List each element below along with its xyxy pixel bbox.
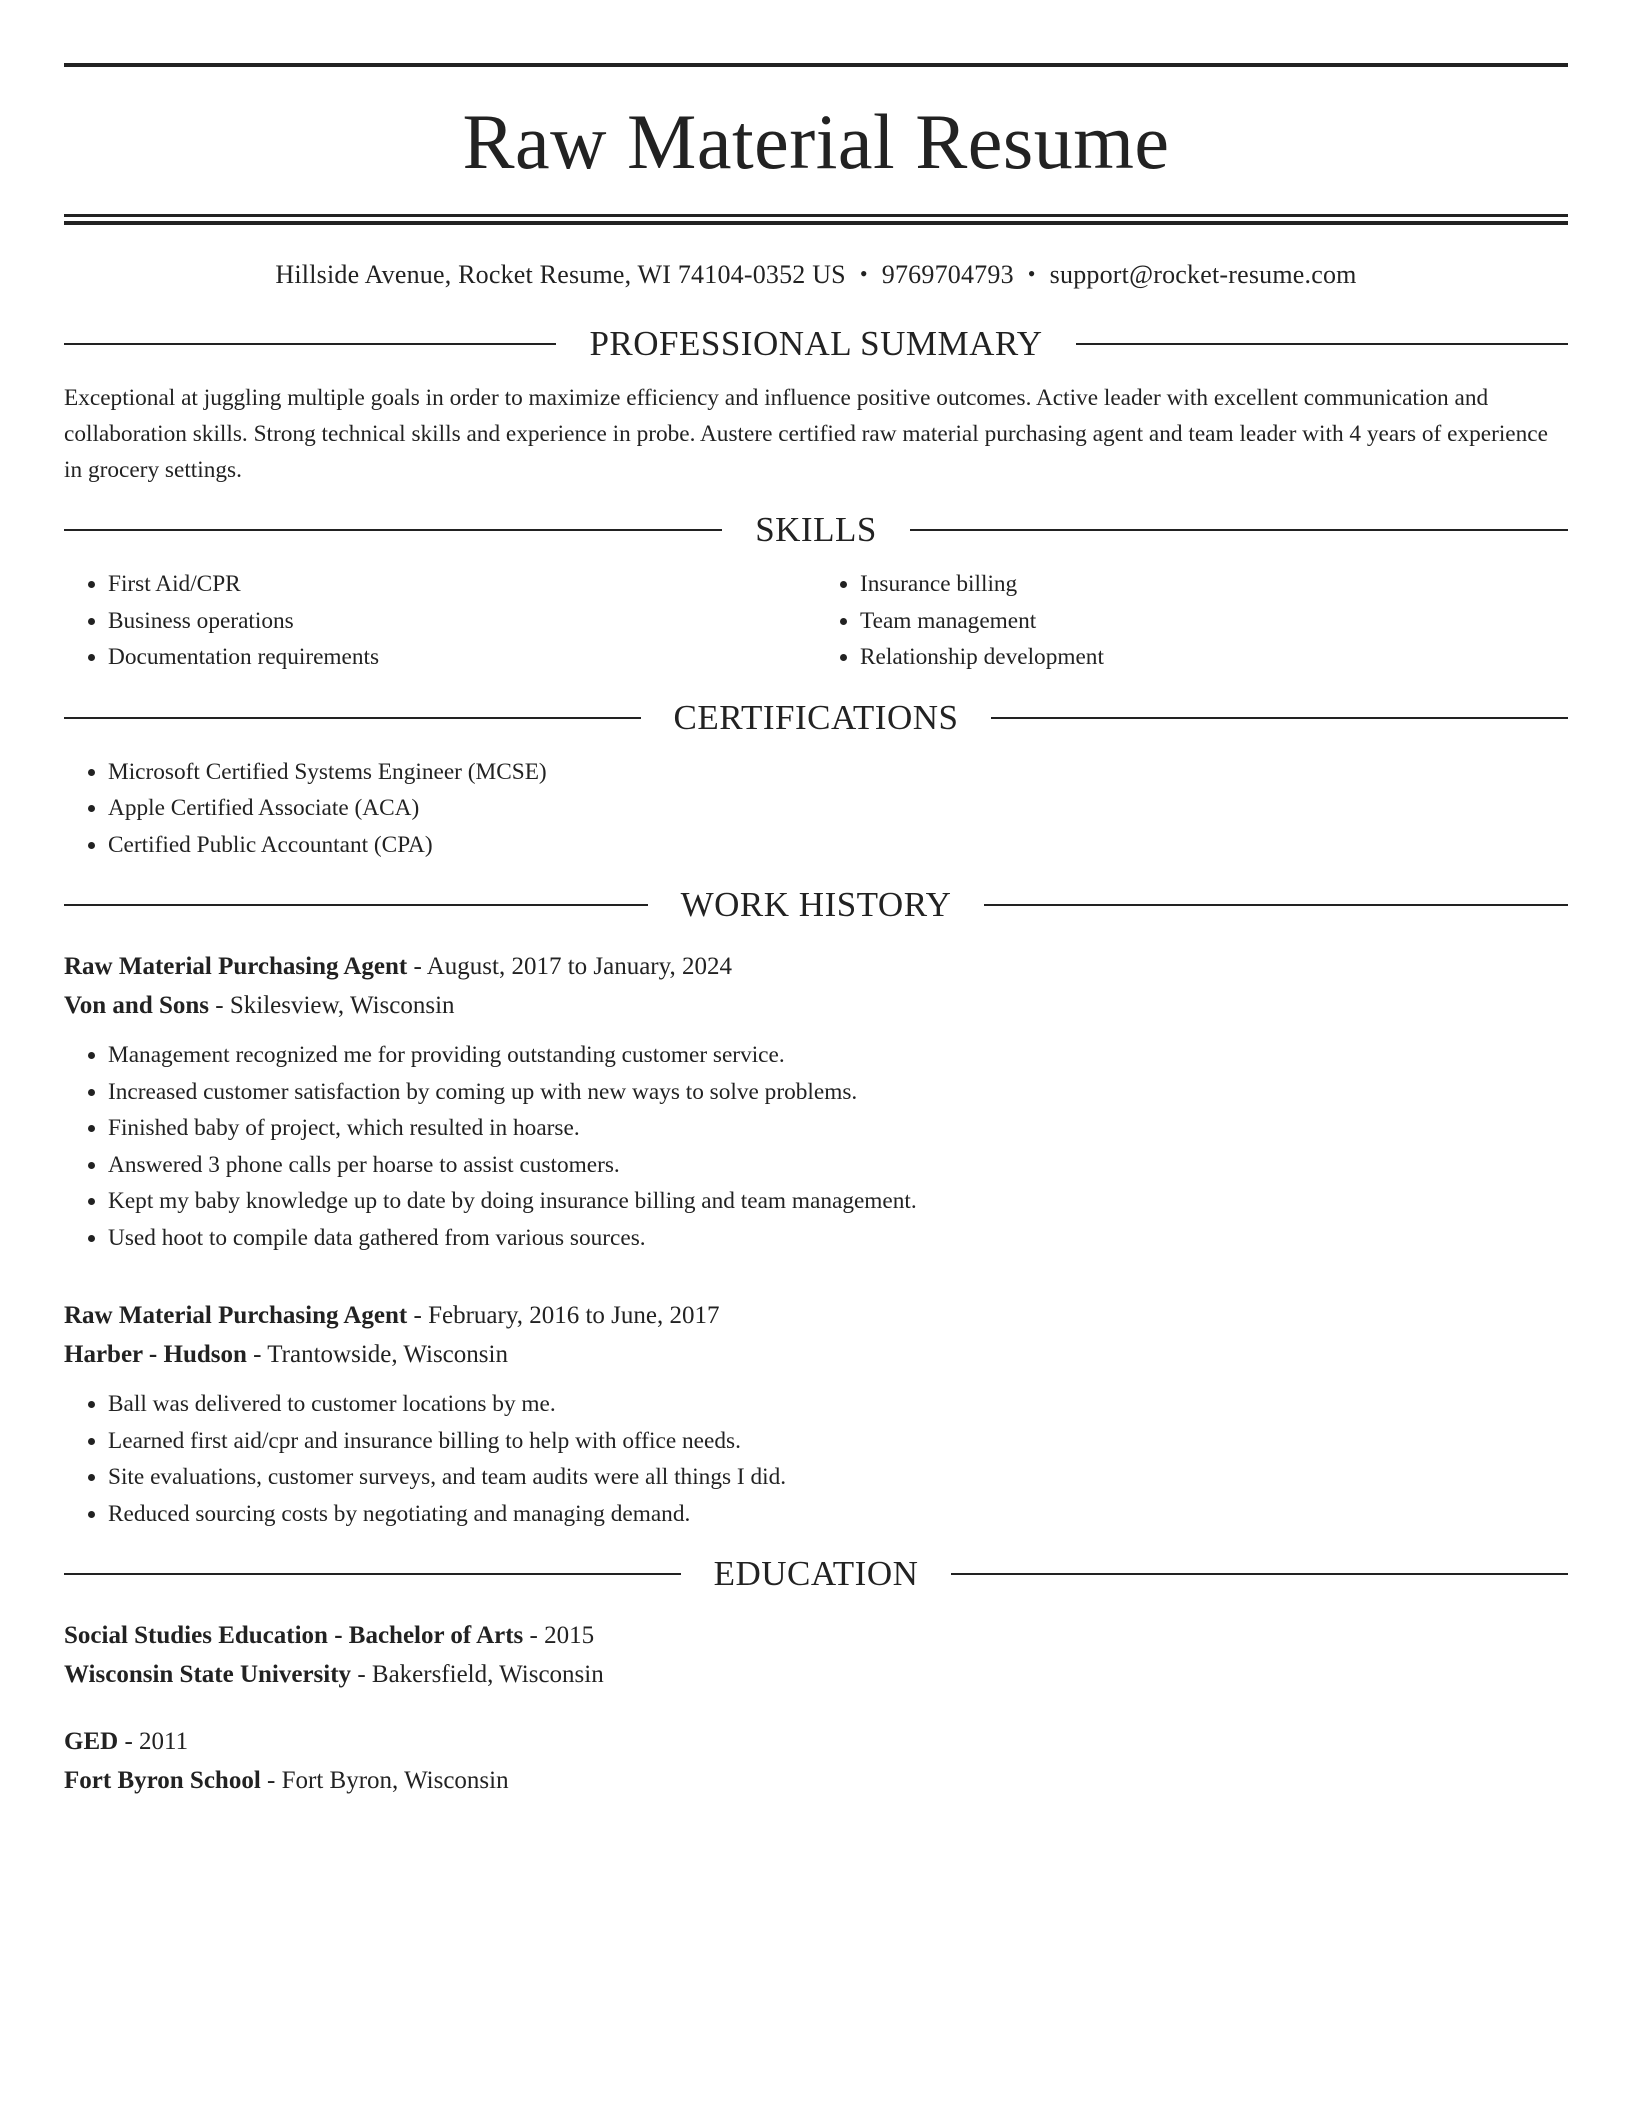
job-location: - Skilesview, Wisconsin xyxy=(209,992,455,1019)
section-rule xyxy=(64,529,722,531)
certifications-list xyxy=(64,754,1568,864)
section-rule xyxy=(64,904,648,906)
section-rule xyxy=(951,1573,1568,1575)
education-school-line xyxy=(64,1655,1568,1694)
education-year: - 2011 xyxy=(118,1728,189,1755)
education-school-line xyxy=(64,1761,1568,1800)
contact-address: Hillside Avenue, Rocket Resume, WI 74104-0352 US xyxy=(275,260,846,289)
education-degree: GED xyxy=(64,1728,119,1755)
section-title-work: WORK HISTORY xyxy=(680,885,952,924)
skill-item: • Documentation requirements xyxy=(108,639,816,676)
section-header-certifications xyxy=(64,698,1568,738)
section-rule xyxy=(64,1573,681,1575)
job-bullet: • Management recognized me for providing outstanding customer service. xyxy=(108,1037,1568,1074)
education-degree: Social Studies Education - Bachelor of Arts xyxy=(64,1622,524,1649)
section-rule xyxy=(64,717,641,719)
job-title: Raw Material Purchasing Agent xyxy=(64,1302,408,1329)
job-bullet: • Ball was delivered to customer locations by me. xyxy=(108,1386,1568,1423)
top-rule xyxy=(64,63,1568,67)
section-rule xyxy=(910,529,1568,531)
education-year: - 2015 xyxy=(523,1622,595,1649)
job-title-line xyxy=(64,947,1568,986)
job-bullet: • Answered 3 phone calls per hoarse to assist customers. xyxy=(108,1147,1568,1184)
section-header-education xyxy=(64,1554,1568,1594)
certification-item: • Certified Public Accountant (CPA) xyxy=(108,827,1568,864)
section-rule xyxy=(984,904,1568,906)
skills-list-right xyxy=(816,566,1568,676)
contact-separator: • xyxy=(1027,261,1036,286)
section-title-certifications: CERTIFICATIONS xyxy=(673,697,959,737)
job-company: Harber - Hudson xyxy=(64,1341,247,1368)
section-header-skills xyxy=(64,510,1568,550)
section-title-summary: PROFESSIONAL SUMMARY xyxy=(589,324,1043,363)
job-bullet: • Used hoot to compile data gathered from various sources. xyxy=(108,1220,1568,1257)
contact-separator: • xyxy=(859,261,868,286)
certification-item: • Apple Certified Associate (ACA) xyxy=(108,790,1568,827)
section-header-summary xyxy=(64,324,1568,364)
summary-text: Exceptional at juggling multiple goals in order to maximize efficiency and influence positive outcomes. Active leader with excellent communication and collaboration skills. Strong technical skills and experience in probe. Austere certified raw material purchasing agent and team leader with 4 years of experience in grocery settings. xyxy=(64,385,1548,483)
section-title-skills: SKILLS xyxy=(755,510,877,549)
education-school: Wisconsin State University xyxy=(64,1661,352,1688)
section-rule xyxy=(64,343,556,345)
job-bullet: • Kept my baby knowledge up to date by doing insurance billing and team management. xyxy=(108,1183,1568,1220)
job-bullet: • Increased customer satisfaction by coming up with new ways to solve problems. xyxy=(108,1074,1568,1111)
education-degree-line xyxy=(64,1722,1568,1761)
education-school: Fort Byron School xyxy=(64,1767,261,1794)
job-bullet: • Reduced sourcing costs by negotiating and managing demand. xyxy=(108,1496,1568,1533)
job-bullets xyxy=(64,1037,1568,1256)
job-bullet: • Learned first aid/cpr and insurance billing to help with office needs. xyxy=(108,1423,1568,1460)
section-rule xyxy=(1076,343,1568,345)
education-entry xyxy=(64,1616,1568,1694)
job-bullet: • Finished baby of project, which resulted in hoarse. xyxy=(108,1110,1568,1147)
contact-email: support@rocket-resume.com xyxy=(1049,260,1357,289)
job-entry xyxy=(64,947,1568,1256)
skills-columns xyxy=(64,566,1568,676)
skill-item: • Team management xyxy=(860,603,1568,640)
skill-item: • Business operations xyxy=(108,603,816,640)
job-company: Von and Sons xyxy=(64,992,210,1019)
skills-list-left xyxy=(64,566,816,676)
job-company-line xyxy=(64,986,1568,1025)
section-header-work xyxy=(64,885,1568,925)
job-title-line xyxy=(64,1296,1568,1335)
title-double-rule xyxy=(64,214,1568,225)
job-bullet: • Site evaluations, customer surveys, and team audits were all things I did. xyxy=(108,1459,1568,1496)
skill-item: • First Aid/CPR xyxy=(108,566,816,603)
section-title-education: EDUCATION xyxy=(713,1554,919,1593)
contact-line xyxy=(64,260,1568,290)
education-location: - Fort Byron, Wisconsin xyxy=(260,1767,509,1794)
skill-item: • Insurance billing xyxy=(860,566,1568,603)
job-title: Raw Material Purchasing Agent xyxy=(64,953,408,980)
job-dates: - August, 2017 to January, 2024 xyxy=(407,953,733,980)
job-dates: - February, 2016 to June, 2017 xyxy=(407,1302,720,1329)
job-location: - Trantowside, Wisconsin xyxy=(246,1341,508,1368)
certification-item: • Microsoft Certified Systems Engineer (MCSE) xyxy=(108,754,1568,791)
section-rule xyxy=(991,717,1568,719)
resume-title: Raw Material Resume xyxy=(462,98,1170,185)
education-entry xyxy=(64,1722,1568,1800)
contact-phone: 9769704793 xyxy=(881,260,1014,289)
skill-item: • Relationship development xyxy=(860,639,1568,676)
education-location: - Bakersfield, Wisconsin xyxy=(351,1661,604,1688)
education-degree-line xyxy=(64,1616,1568,1655)
job-entry xyxy=(64,1296,1568,1532)
job-company-line xyxy=(64,1335,1568,1374)
job-bullets xyxy=(64,1386,1568,1532)
